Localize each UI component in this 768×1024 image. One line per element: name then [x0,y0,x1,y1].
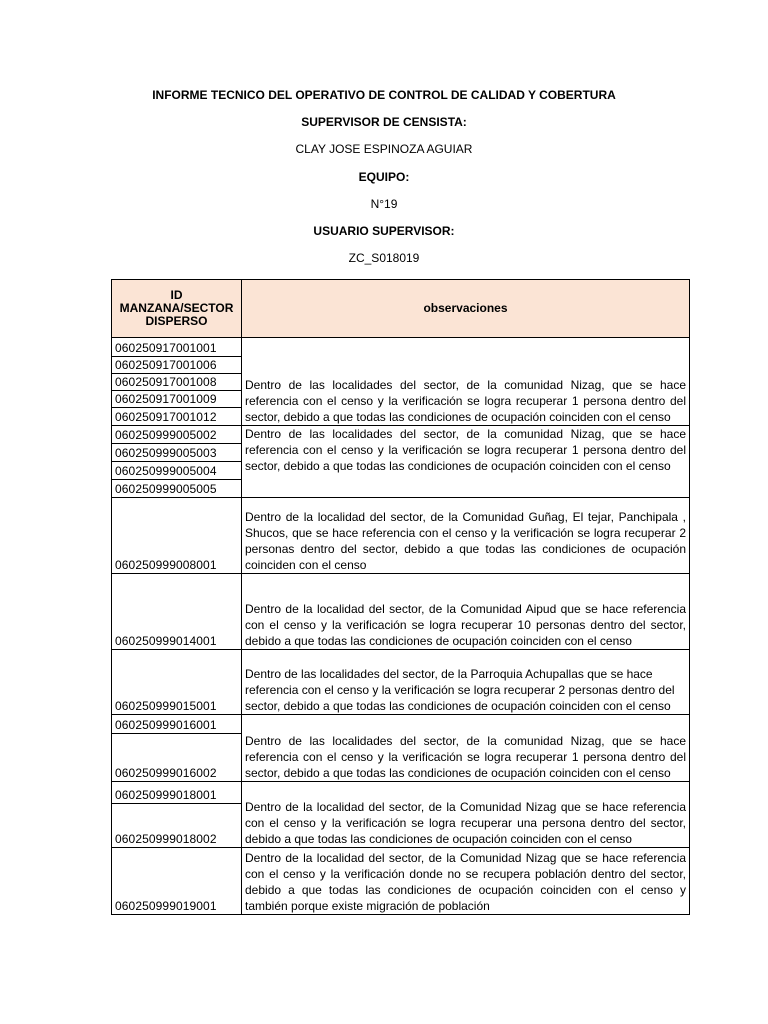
team-label: EQUIPO: [358,170,410,184]
id-cell: 060250999005004 [112,462,242,480]
table-header-row [112,280,690,338]
observation-cell: Dentro de las localidades del sector, de la Parroquia Achupallas que se hace referencia con el censo y la verificación se logra recuperar 2 personas dentro del sector, debido a que todas las condiciones de ocupación coinciden con el censo [242,650,690,715]
id-cell: 060250917001008 [112,374,242,391]
id-cell: 060250999005003 [112,444,242,462]
observation-cell: Dentro de las localidades del sector, de la comunidad Nizag, que se hace referencia con el censo y la verificación se logra recuperar 1 persona dentro del sector, debido a que todas las condiciones de ocupación coinciden con el censo [242,715,690,782]
table-row [112,338,690,357]
observation-cell: Dentro de la localidad del sector, de la Comunidad Aipud que se hace referencia con el censo y la verificación se logra recuperar 10 personas dentro del sector, debido a que todas las condiciones de ocupación coinciden con el censo [242,574,690,650]
table-row [112,848,690,915]
col-header-observations: observaciones [242,280,690,338]
table-row [112,650,690,715]
report-title: INFORME TECNICO DEL OPERATIVO DE CONTROL DE CALIDAD Y COBERTURA [152,88,616,102]
id-cell: 060250999008001 [112,498,242,574]
id-cell: 060250999018002 [112,804,242,848]
observation-cell: Dentro de la localidad del sector, de la Comunidad Nizag que se hace referencia con el censo y la verificación donde no se recupera población dentro del sector, debido a que todas las condiciones de ocupación coinciden con el censo y también porque existe migración de población [242,848,690,915]
table-row [112,498,690,574]
id-cell: 060250999016002 [112,734,242,782]
user-label: USUARIO SUPERVISOR: [313,224,455,238]
id-cell: 060250999005005 [112,480,242,498]
col-header-id: ID MANZANA/SECTOR DISPERSO [112,280,242,338]
table-row [112,782,690,804]
id-cell: 060250999014001 [112,574,242,650]
id-cell: 060250999016001 [112,715,242,734]
table-row [112,715,690,734]
id-cell: 060250917001012 [112,408,242,426]
observation-cell: Dentro de la localidad del sector, de la Comunidad Nizag que se hace referencia con el censo y la verificación se logra recuperar una persona dentro del sector, debido a que todas las condiciones de ocupación coinciden con el censo [242,782,690,848]
id-cell: 060250999015001 [112,650,242,715]
observation-cell: Dentro de la localidad del sector, de la Comunidad Guñag, El tejar, Panchipala , Shucos, que se hace referencia con el censo y la verificación se logra recuperar 2 personas dentro del sector, debido a que todas las condiciones de ocupación coinciden con el censo [242,498,690,574]
id-cell: 060250999019001 [112,848,242,915]
id-cell: 060250999018001 [112,782,242,804]
id-cell: 060250917001009 [112,391,242,408]
table-row [112,426,690,444]
team-value: N°19 [370,197,398,211]
supervisor-label: SUPERVISOR DE CENSISTA: [301,115,467,129]
id-cell: 060250917001001 [112,338,242,357]
id-cell: 060250999005002 [112,426,242,444]
id-cell: 060250917001006 [112,357,242,374]
observations-table [111,279,690,915]
observation-cell: Dentro de las localidades del sector, de la comunidad Nizag, que se hace referencia con el censo y la verificación se logra recuperar 1 persona dentro del sector, debido a que todas las condiciones de ocupación coinciden con el censo [242,426,690,498]
user-value: ZC_S018019 [348,251,420,265]
observation-cell: Dentro de las localidades del sector, de la comunidad Nizag, que se hace referencia con el censo y la verificación se logra recuperar 1 persona dentro del sector, debido a que todas las condiciones de ocupación coinciden con el censo [242,338,690,426]
table-row [112,574,690,650]
supervisor-name: CLAY JOSE ESPINOZA AGUIAR [295,142,473,156]
